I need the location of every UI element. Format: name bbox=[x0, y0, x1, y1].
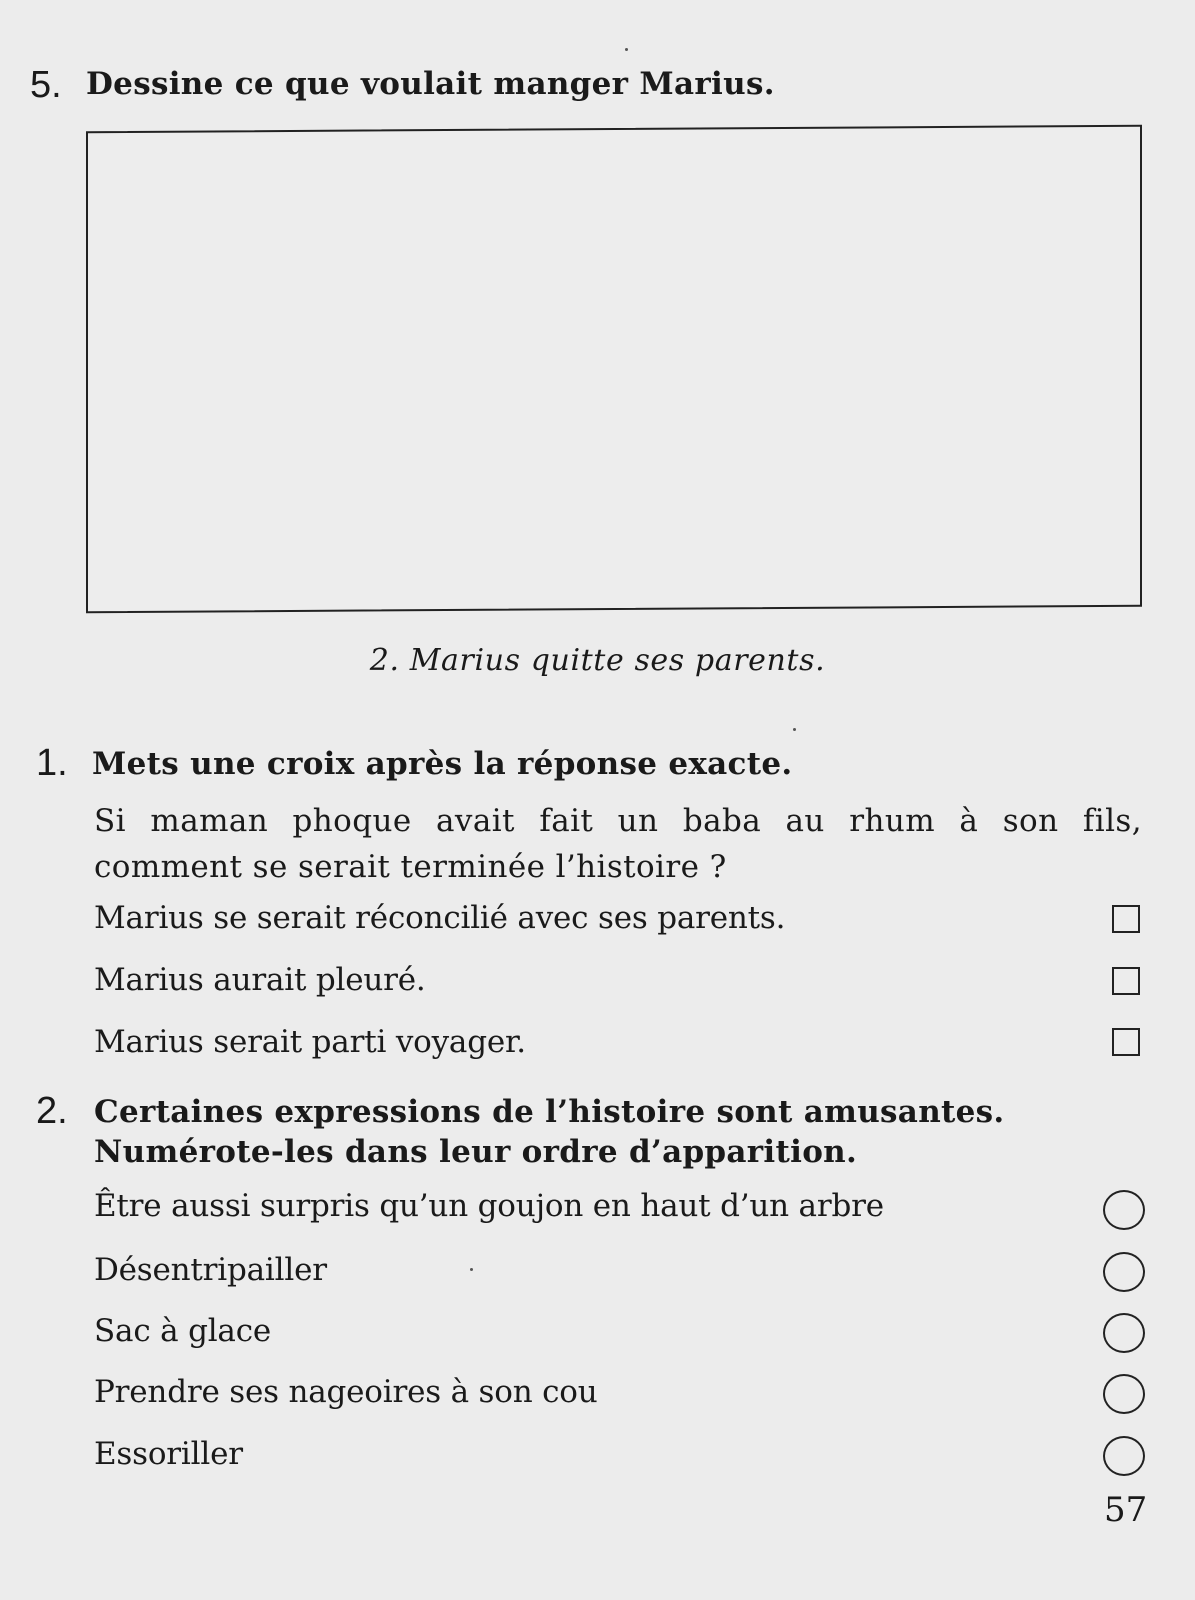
page-number: 57 bbox=[1104, 1490, 1148, 1530]
order-number-circle-1[interactable] bbox=[1103, 1190, 1145, 1230]
expression-item: Prendre ses nageoires à son cou bbox=[94, 1374, 598, 1410]
scan-speck bbox=[793, 728, 796, 731]
expression-item: Sac à glace bbox=[94, 1313, 272, 1349]
question-5-number: 5. bbox=[30, 64, 62, 106]
question-1-option: Marius se serait réconcilié avec ses parents. bbox=[94, 900, 786, 936]
answer-checkbox-2[interactable] bbox=[1112, 967, 1140, 995]
question-2-title-line-2: Numérote-les dans leur ordre d’apparition. bbox=[94, 1134, 858, 1170]
question-1-number: 1. bbox=[36, 742, 68, 784]
order-number-circle-2[interactable] bbox=[1103, 1252, 1145, 1292]
question-1-intro-line-2: comment se serait terminée l’histoire ? bbox=[94, 849, 727, 885]
expression-item: Désentripailler bbox=[94, 1252, 327, 1288]
question-2-number: 2. bbox=[36, 1090, 68, 1132]
question-1-option: Marius serait parti voyager. bbox=[94, 1024, 526, 1060]
scan-speck bbox=[470, 1268, 473, 1271]
drawing-area[interactable] bbox=[86, 125, 1142, 613]
question-1-option: Marius aurait pleuré. bbox=[94, 962, 426, 998]
order-number-circle-3[interactable] bbox=[1103, 1313, 1145, 1353]
expression-item: Être aussi surpris qu’un goujon en haut d’un arbre bbox=[94, 1188, 884, 1224]
answer-checkbox-3[interactable] bbox=[1112, 1028, 1140, 1056]
expression-item: Essoriller bbox=[94, 1436, 243, 1472]
question-1-title: Mets une croix après la réponse exacte. bbox=[92, 746, 793, 782]
question-2-title-line-1: Certaines expressions de l’histoire sont amusantes. bbox=[94, 1094, 1005, 1130]
question-1-intro-line-1: Si maman phoque avait fait un baba au rhum à son fils, bbox=[94, 803, 1142, 839]
question-5-title: Dessine ce que voulait manger Marius. bbox=[86, 66, 775, 102]
order-number-circle-5[interactable] bbox=[1103, 1436, 1145, 1476]
chapter-title: 2. Marius quitte ses parents. bbox=[369, 643, 826, 678]
scan-speck bbox=[625, 48, 628, 51]
answer-checkbox-1[interactable] bbox=[1112, 905, 1140, 933]
order-number-circle-4[interactable] bbox=[1103, 1374, 1145, 1414]
